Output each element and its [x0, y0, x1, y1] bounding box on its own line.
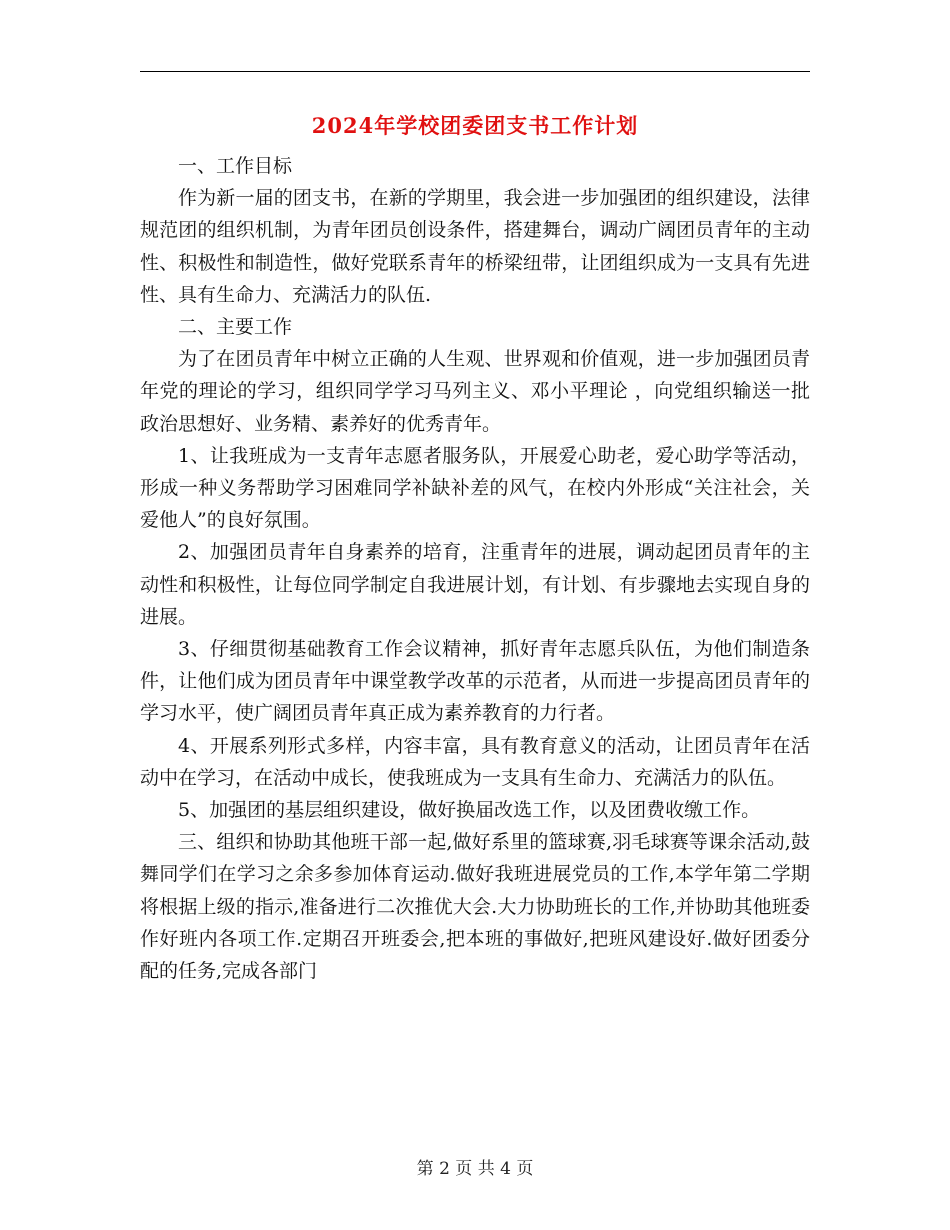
paragraph: 为了在团员青年中树立正确的人生观、世界观和价值观，进一步加强团员青年党的理论的学习，组织同学学习马列主义、邓小平理论 ，向党组织输送一批政治思想好、业务精、素养好的优秀青年。: [140, 348, 810, 435]
page-number-footer: 第 2 页 共 4 页: [416, 1159, 534, 1179]
section-three-paragraph: 三、组织和协助其他班干部一起,做好系里的篮球赛,羽毛球赛等课余活动,鼓舞同学们在学习之余多参加体育运动.做好我班进展党员的工作,本学年第二学期将根据上级的指示,准备进行二次推优大会.大力协助班长的工作,并协助其他班委作好班内各项工作.定期召开班委会,把本班的事做好,把班风建设好.做好团委分配的任务,完成各部门: [140, 831, 810, 983]
list-item-5: 5、加强团的基层组织建设，做好换届改选工作，以及团费收缴工作。: [178, 799, 761, 822]
document-title: 2024年学校团委团支书工作计划: [311, 113, 639, 138]
list-item-3: 3、仔细贯彻基础教育工作会议精神，抓好青年志愿兵队伍，为他们制造条件，让他们成为团员青年中课堂教学改革的示范者，从而进一步提高团员青年的学习水平，使广阔团员青年真正成为素养教育的力行者。: [140, 638, 810, 725]
list-item-4: 4、开展系列形式多样，内容丰富，具有教育意义的活动，让团员青年在活动中在学习，在活动中成长，使我班成为一支具有生命力、充满活力的队伍。: [140, 734, 810, 789]
list-item-1: 1、让我班成为一支青年志愿者服务队，开展爱心助老，爱心助学等活动，形成一种义务帮助学习困难同学补缺补差的风气，在校内外形成“关注社会，关爱他人”的良好氛围。: [140, 444, 810, 532]
document-body: [140, 150, 810, 987]
section-heading-main-work: 二、主要工作: [178, 316, 293, 339]
list-item-2: 2、加强团员青年自身素养的培育，注重青年的进展，调动起团员青年的主动性和积极性，让每位同学制定自我进展计划，有计划、有步骤地去实现自身的进展。: [140, 541, 810, 628]
paragraph: 作为新一届的团支书，在新的学期里，我会进一步加强团的组织建设，法律规范团的组织机制，为青年团员创设条件，搭建舞台，调动广阔团员青年的主动性、积极性和制造性，做好党联系青年的桥梁纽带，让团组织成为一支具有先进性、具有生命力、充满活力的队伍.: [140, 187, 810, 306]
header-rule: [140, 71, 810, 72]
section-heading-goals: 一、工作目标: [178, 155, 293, 177]
